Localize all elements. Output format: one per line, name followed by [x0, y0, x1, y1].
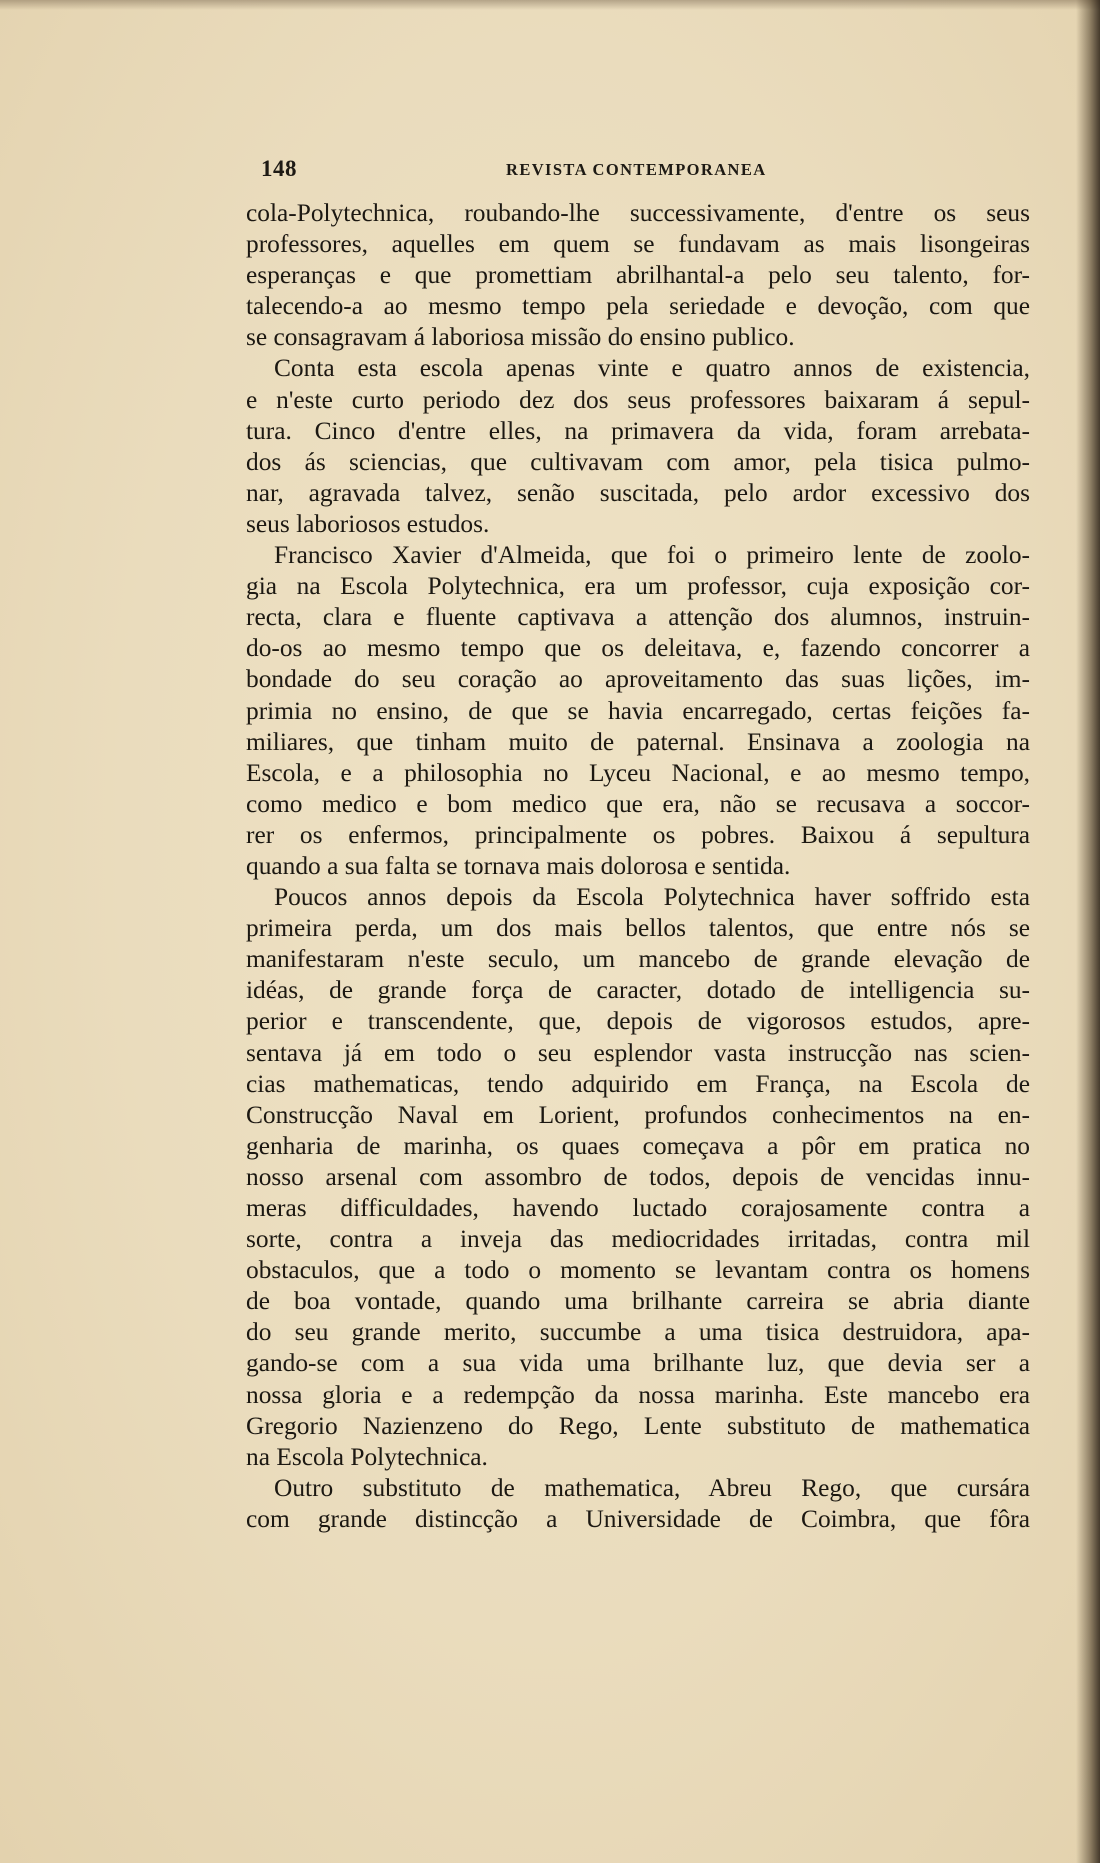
body-text — [246, 198, 1030, 1535]
text-line: nosso arsenal com assombro de todos, depois de vencidas innu- — [246, 1162, 1030, 1191]
text-line: gia na Escola Polytechnica, era um professor, cuja exposição cor- — [246, 572, 1030, 601]
text-line: primia no ensino, de que se havia encarregado, certas feições fa- — [246, 696, 1030, 725]
text-line: dos ás sciencias, que cultivavam com amor, pela tisica pulmo- — [246, 447, 1030, 476]
text-line: sentava já em todo o seu esplendor vasta instrucção nas scien- — [246, 1038, 1030, 1067]
text-line: quando a sua falta se tornava mais dolorosa e sentida. — [246, 851, 791, 880]
page-number: 148 — [261, 156, 297, 181]
text-line: perior e transcendente, que, depois de vigorosos estudos, apre- — [246, 1007, 1030, 1036]
text-line: Outro substituto de mathematica, Abreu Rego, que cursára — [274, 1473, 1030, 1502]
text-line: obstaculos, que a todo o momento se levantam contra os homens — [246, 1256, 1030, 1285]
text-line: primeira perda, um dos mais bellos talentos, que entre nós se — [246, 914, 1030, 943]
top-edge-shadow — [0, 0, 1100, 10]
text-line: do seu grande merito, succumbe a uma tisica destruidora, apa- — [246, 1318, 1030, 1347]
text-line: bondade do seu coração ao aproveitamento das suas lições, im- — [246, 665, 1030, 694]
text-line: Poucos annos depois da Escola Polytechnica haver soffrido esta — [274, 883, 1030, 912]
text-line: recta, clara e fluente captivava a attenção dos alumnos, instruin- — [246, 603, 1030, 632]
text-line: miliares, que tinham muito de paternal. Ensinava a zoologia na — [246, 727, 1030, 756]
text-line: tura. Cinco d'entre elles, na primavera da vida, foram arrebata- — [246, 416, 1030, 445]
text-line: nossa gloria e a redempção da nossa marinha. Este mancebo era — [246, 1380, 1030, 1409]
text-line: cola-Polytechnica, roubando-lhe successivamente, d'entre os seus — [246, 199, 1030, 227]
text-line: sorte, contra a inveja das mediocridades irritadas, contra mil — [246, 1225, 1030, 1254]
text-line: de boa vontade, quando uma brilhante carreira se abria diante — [246, 1287, 1030, 1316]
text-line: nar, agravada talvez, senão suscitada, pelo ardor excessivo dos — [246, 478, 1030, 507]
text-line: meras difficuldades, havendo luctado corajosamente contra a — [246, 1194, 1030, 1222]
page-edge-shadow — [1076, 0, 1100, 1863]
journal-title: REVISTA CONTEMPORANEA — [506, 160, 767, 179]
text-line: Gregorio Nazienzeno do Rego, Lente substituto de mathematica — [246, 1411, 1030, 1440]
text-line: se consagravam á laboriosa missão do ensino publico. — [246, 323, 795, 352]
text-line: com grande distincção a Universidade de Coimbra, que fôra — [246, 1504, 1030, 1533]
text-line: Francisco Xavier d'Almeida, que foi o primeiro lente de zoolo- — [274, 541, 1030, 570]
text-line: idéas, de grande força de caracter, dotado de intelligencia su- — [246, 976, 1030, 1005]
text-line: Escola, e a philosophia no Lyceu Nacional, e ao mesmo tempo, — [246, 758, 1030, 787]
text-line: Conta esta escola apenas vinte e quatro annos de existencia, — [274, 354, 1030, 383]
text-line: como medico e bom medico que era, não se recusava a soccor- — [246, 789, 1030, 818]
text-line: professores, aquelles em quem se fundavam as mais lisongeiras — [246, 230, 1030, 259]
text-line: do-os ao mesmo tempo que os deleitava, e, fazendo concorrer a — [246, 634, 1030, 663]
text-line: genharia de marinha, os quaes começava a pôr em pratica no — [246, 1131, 1030, 1160]
text-line: cias mathematicas, tendo adquirido em França, na Escola de — [246, 1069, 1030, 1098]
text-line: na Escola Polytechnica. — [246, 1442, 488, 1471]
text-line: Construcção Naval em Lorient, profundos conhecimentos na en- — [246, 1100, 1030, 1129]
text-line: talecendo-a ao mesmo tempo pela seriedade e devoção, com que — [246, 292, 1030, 321]
text-line: rer os enfermos, principalmente os pobres. Baixou á sepultura — [246, 820, 1030, 849]
running-head — [253, 156, 1033, 186]
text-line: seus laboriosos estudos. — [246, 509, 490, 538]
text-line: gando-se com a sua vida uma brilhante luz, que devia ser a — [246, 1349, 1030, 1378]
text-line: esperanças e que promettiam abrilhantal-a pelo seu talento, for- — [246, 261, 1030, 290]
text-line: manifestaram n'este seculo, um mancebo de grande elevação de — [246, 945, 1030, 974]
text-line: e n'este curto periodo dez dos seus professores baixaram á sepul- — [246, 385, 1030, 414]
